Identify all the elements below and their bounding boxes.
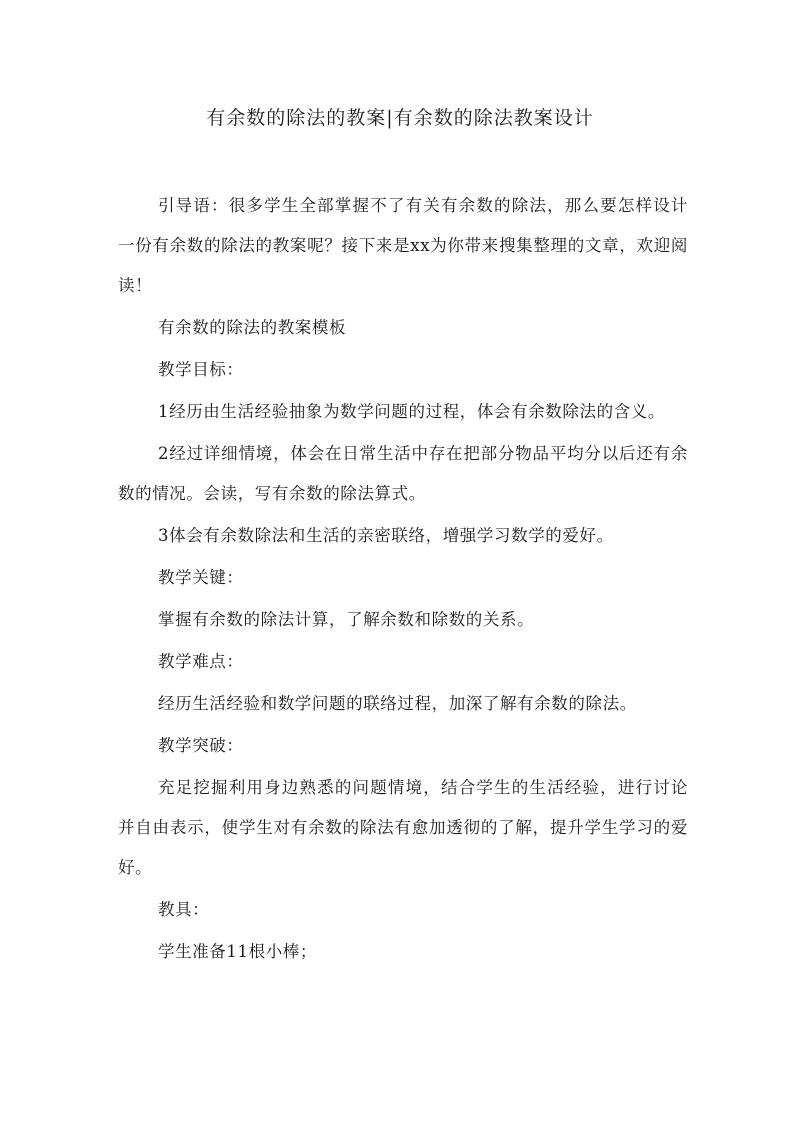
paragraph-goal-3: 3体会有余数除法和生活的亲密联络，增强学习数学的爱好。 [158, 526, 614, 545]
paragraph-key-content: 掌握有余数的除法计算，了解余数和除数的关系。 [158, 610, 535, 629]
document-title: 有余数的除法的教案|有余数的除法教案设计 [206, 107, 594, 129]
paragraph-template-heading: 有余数的除法的教案模板 [158, 318, 347, 337]
paragraph-goals-heading: 教学目标： [158, 360, 244, 379]
paragraph-goal-2: 2经过详细情境，体会在日常生活中存在把部分物品平均分以后还有余数的情况。会读，写有余数的除法算式。 [118, 444, 688, 503]
paragraph-difficulty-heading: 教学难点： [158, 652, 244, 671]
paragraph-breakthrough-content: 充足挖掘利用身边熟悉的问题情境，结合学生的生活经验，进行讨论并自由表示，使学生对有余数的除法有愈加透彻的了解，提升学生学习的爱好。 [118, 778, 688, 877]
paragraph-tools-heading: 教具： [158, 900, 210, 919]
document-body [118, 186, 688, 974]
paragraph-goal-1: 1经历由生活经验抽象为数学问题的过程，体会有余数除法的含义。 [158, 402, 665, 421]
paragraph-breakthrough-heading: 教学突破： [158, 736, 244, 755]
paragraph-tools-content: 学生准备11根小棒； [158, 942, 317, 961]
paragraph-difficulty-content: 经历生活经验和数学问题的联络过程，加深了解有余数的除法。 [158, 694, 637, 713]
paragraph-key-heading: 教学关键： [158, 568, 244, 587]
paragraph-intro: 引导语：很多学生全部掌握不了有关有余数的除法，那么要怎样设计一份有余数的除法的教案呢？接下来是xx为你带来搜集整理的文章，欢迎阅读！ [118, 196, 688, 295]
